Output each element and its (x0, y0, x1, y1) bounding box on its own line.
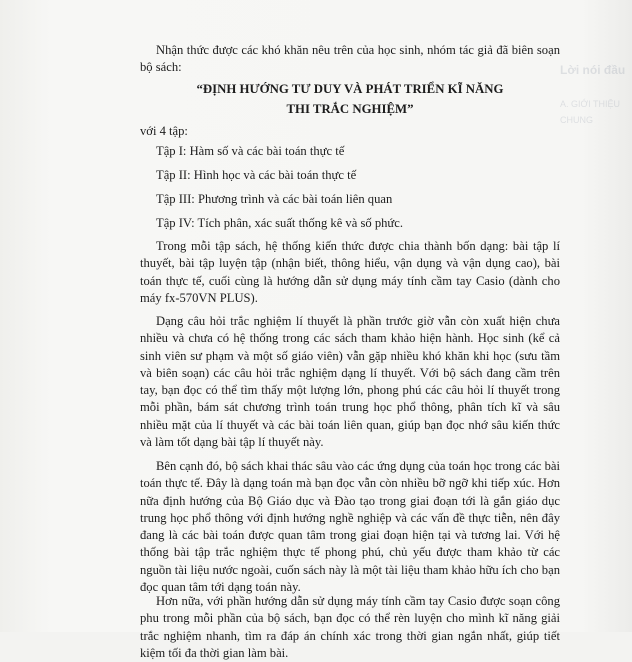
volume-item: Tập IV: Tích phân, xác suất thống kê và số phức. (156, 216, 403, 230)
volume-item: Tập I: Hàm số và các bài toán thực tế (156, 144, 345, 158)
volume-item: Tập II: Hình học và các bài toán thực tế (156, 168, 357, 182)
intro-paragraph: Nhận thức được các khó khăn nêu trên của học sinh, nhóm tác giả đã biên soạn bộ sách: (140, 43, 560, 75)
paragraph-structure: Trong mỗi tập sách, hệ thống kiến thức được chia thành bốn dạng: bài tập lí thuyết, bài tập luyện tập (nhận biết, thông hiểu, vận dụng và vận dụng cao), bài toán thực tế, cuối cùng là hướng dẫn sử dụng máy tính cầm tay Casio (dành cho máy fx-570VN PLUS). (140, 239, 560, 305)
paragraph-casio: Hơn nữa, với phần hướng dẫn sử dụng máy tính cầm tay Casio được soạn công phu trong mỗi phần của bộ sách, bạn đọc có thể rèn luyện cho mình kĩ năng giải trắc nghiệm nhanh, tìm ra đáp án chính xác trong thời gian ngắn nhất, giúp tiết kiệm tối đa thời gian làm bài. (140, 594, 560, 660)
volume-item: Tập III: Phương trình và các bài toán liên quan (156, 192, 393, 206)
paragraph-applications: Bên cạnh đó, bộ sách khai thác sâu vào các ứng dụng của toán học trong các bài toán thực tế. Đây là dạng toán mà bạn đọc vẫn còn nhiều bỡ ngỡ khi tiếp xúc. Hơn nữa định hướng của Bộ Giáo dục và Đào tạo trong giai đoạn tới là gắn giáo dục trung học phổ thông với định hướng nghề nghiệp và các vấn đề thực tiễn, nên đây đang là các bài toán được quan tâm trong giai đoạn hiện tại và tương lai. Với hệ thống bài tập trắc nghiệm thực tế phong phú, chủ yếu được tham khảo từ các nguồn tài liệu nước ngoài, cuốn sách này là một tài liệu tham khảo hữu ích cho bạn đọc quan tâm tới dạng toán này. (140, 459, 560, 595)
book-title-line-1: “ĐỊNH HƯỚNG TƯ DUY VÀ PHÁT TRIỂN KĨ NĂNG (196, 82, 504, 96)
bleed-through-text: Lời nói đầu A. GIỚI THIỆU CHUNG (560, 63, 626, 125)
paragraph-theory: Dạng câu hỏi trắc nghiệm lí thuyết là phần trước giờ vẫn còn xuất hiện chưa nhiều và chưa có hệ thống trong các sách tham khảo hiện hành. Học sinh (kể cả sinh viên sư phạm và một số giáo viên) vẫn gặp nhiều khó khăn khi học (sưu tầm và biên soạn) các câu hỏi trắc nghiệm dạng lí thuyết. Với bộ sách đang cầm trên tay, bạn đọc có thể tìm thấy một lượng lớn, phong phú các câu hỏi lí thuyết trong mỗi phần, bám sát chương trình toán trung học phổ thông, phân tích kĩ và sâu nhiều mặt của lí thuyết và các bài toán liên quan, giúp bạn đọc nhớ sâu kiến thức và làm tốt dạng bài tập lí thuyết này. (140, 314, 560, 450)
volumes-label: với 4 tập: (140, 124, 188, 138)
book-title-line-2: THI TRẮC NGHIỆM” (286, 102, 414, 116)
